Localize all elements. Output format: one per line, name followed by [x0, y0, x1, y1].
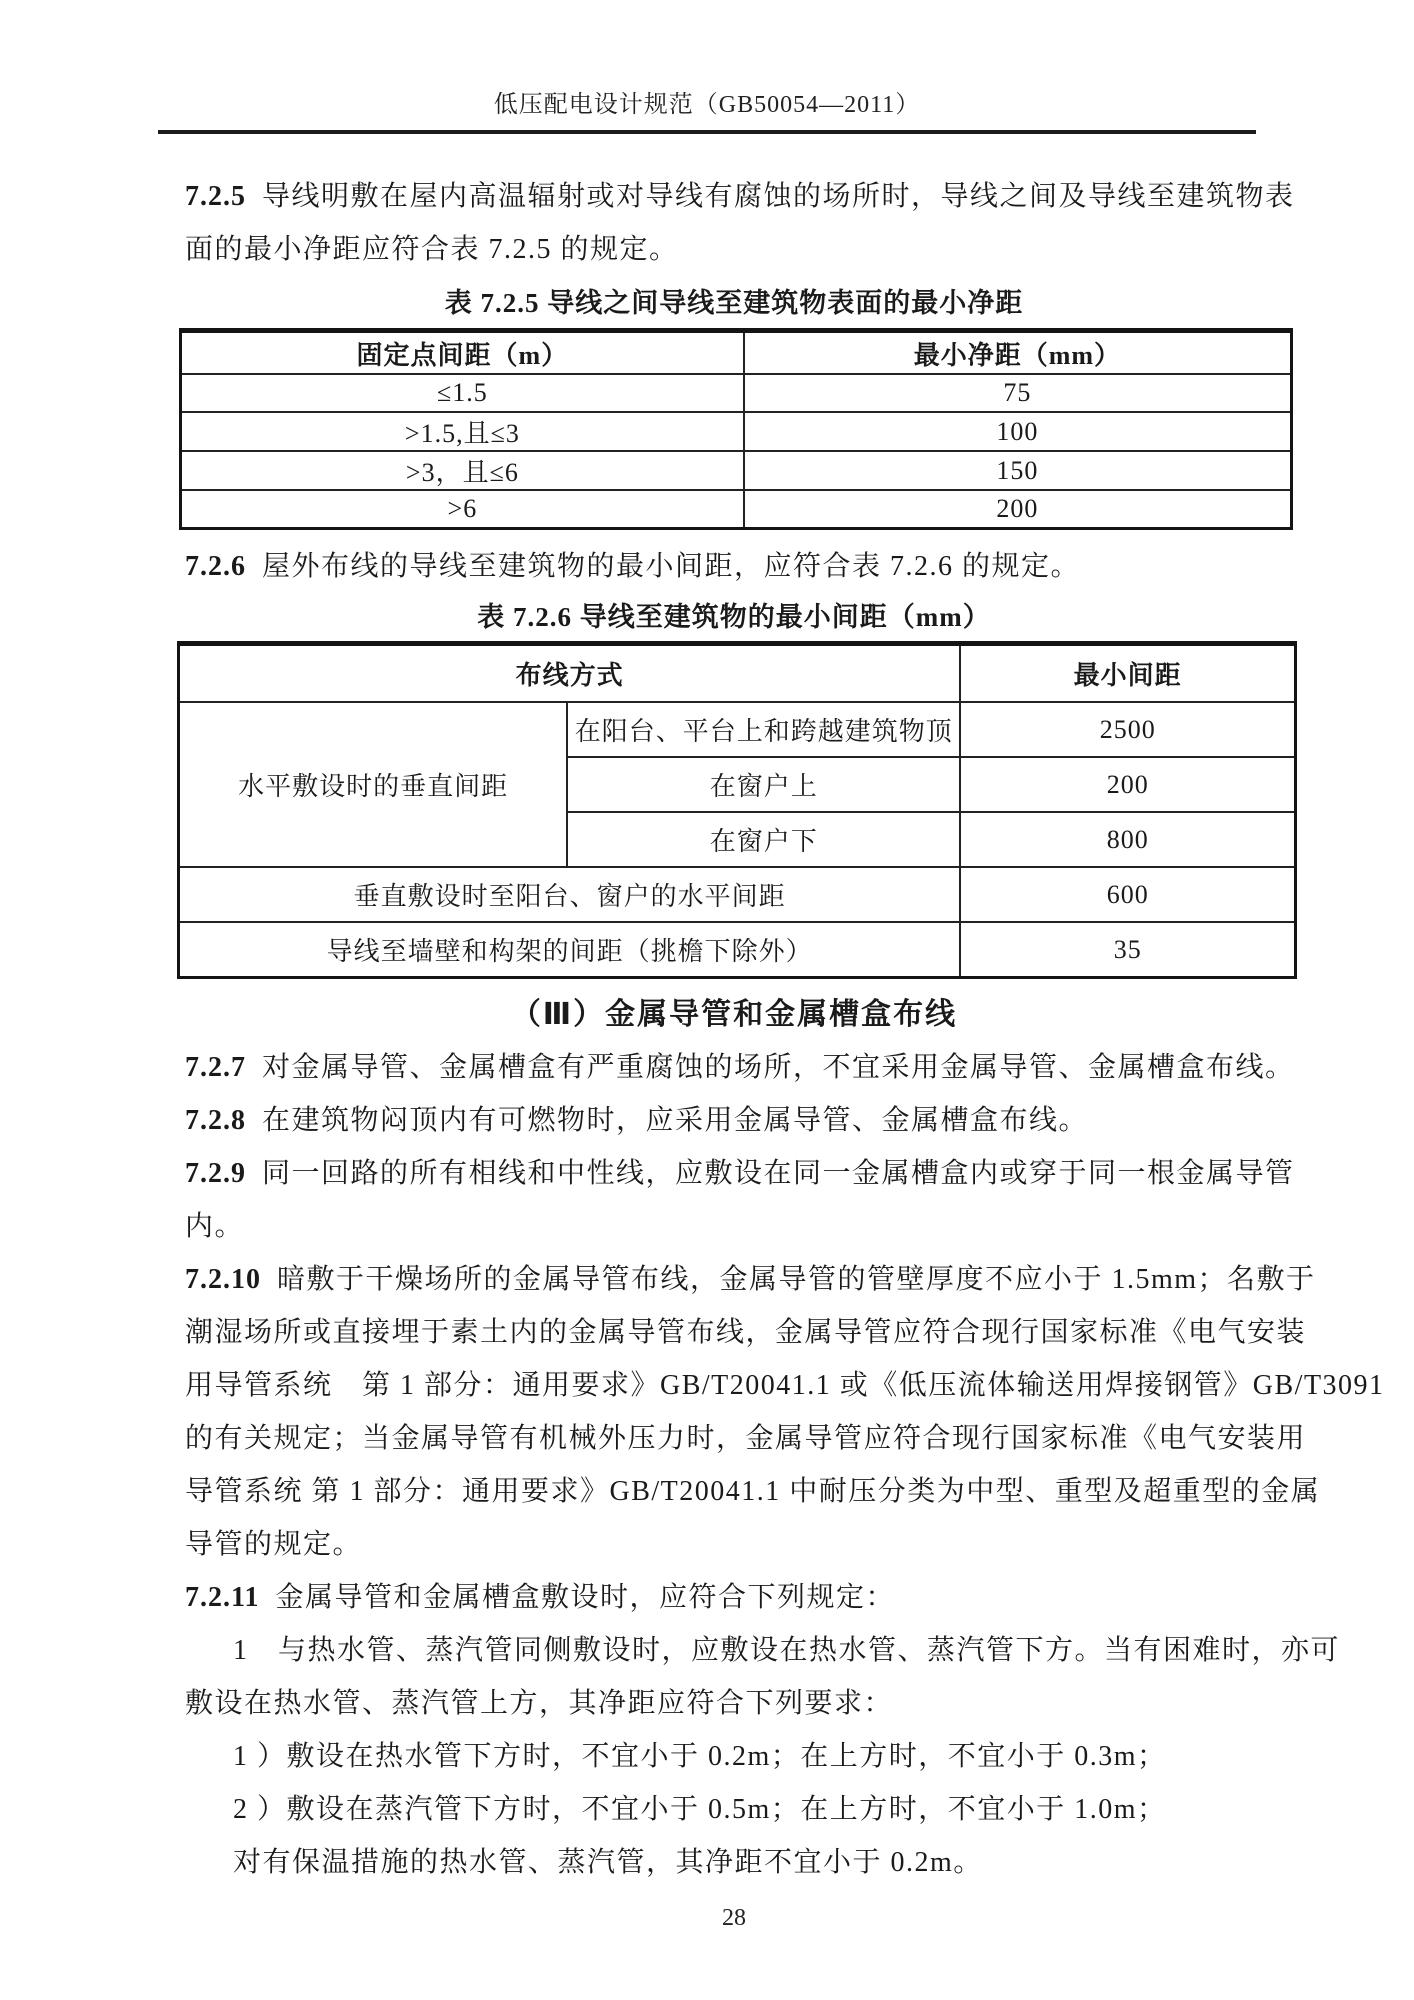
- table-header-row: [179, 644, 1296, 703]
- clause-7-2-10-line-5: 导管系统 第 1 部分：通用要求》GB/T20041.1 中耐压分类为中型、重型及超重型的金属: [185, 1476, 1321, 1507]
- table-cell: 在阳台、平台上和跨越建筑物顶: [567, 702, 960, 757]
- table-row: [181, 490, 1292, 529]
- table-row: [181, 374, 1292, 412]
- list-item-1b: 2 ）敷设在蒸汽管下方时，不宜小于 0.5m；在上方时，不宜小于 1.0m；: [233, 1794, 1167, 1825]
- clause-number: 7.2.5: [185, 181, 246, 212]
- clause-number: 7.2.8: [185, 1105, 246, 1136]
- document-header-title: 低压配电设计规范（GB50054—2011）: [493, 92, 921, 118]
- table-cell: >6: [181, 490, 744, 529]
- table-cell: 在窗户上: [567, 757, 960, 812]
- table-row: [179, 922, 1296, 978]
- clause-number: 7.2.9: [185, 1158, 246, 1189]
- table-7-2-6-title: 表 7.2.6 导线至建筑物的最小间距（mm）: [477, 602, 991, 632]
- clause-text: 在建筑物闷顶内有可燃物时，应采用金属导管、金属槽盒布线。: [262, 1105, 1089, 1136]
- table-7-2-5: [179, 328, 1293, 530]
- table-cell: 导线至墙壁和构架的间距（挑檐下除外）: [179, 922, 961, 978]
- table-7-2-5-title: 表 7.2.5 导线之间导线至建筑物表面的最小净距: [444, 288, 1024, 318]
- table-header-cell: 最小净距（mm）: [744, 331, 1292, 375]
- clause-7-2-5-line-1: [185, 170, 1295, 223]
- table-header-row: [181, 331, 1292, 375]
- clause-number: 7.2.11: [185, 1582, 260, 1613]
- clause-number: 7.2.7: [185, 1052, 246, 1083]
- clause-text: 屋外布线的导线至建筑物的最小间距，应符合表 7.2.6 的规定。: [262, 551, 1081, 582]
- table-row: [179, 867, 1296, 922]
- clause-7-2-11-line-1: [185, 1571, 1283, 1624]
- table-cell: 200: [960, 757, 1295, 812]
- clause-7-2-9-line-1: [185, 1147, 1295, 1200]
- clause-7-2-10-line-2: 潮湿场所或直接埋于素土内的金属导管布线，金属导管应符合现行国家标准《电气安装: [185, 1317, 1307, 1348]
- clause-7-2-9-line-2: 内。: [185, 1211, 245, 1242]
- table-cell: 200: [744, 490, 1292, 529]
- table-header-cell: 固定点间距（m）: [181, 331, 744, 375]
- clause-text: 金属导管和金属槽盒敷设时，应符合下列规定：: [275, 1582, 895, 1613]
- clause-number: 7.2.6: [185, 551, 246, 582]
- clause-text: 暗敷于干燥场所的金属导管布线，金属导管的管壁厚度不应小于 1.5mm；名敷于: [277, 1264, 1316, 1295]
- clause-7-2-10-line-4: 的有关规定；当金属导管有机械外压力时，金属导管应符合现行国家标准《电气安装用: [185, 1423, 1307, 1454]
- list-item-note: 对有保温措施的热水管、蒸汽管，其净距不宜小于 0.2m。: [233, 1847, 983, 1878]
- table-header-cell: 最小间距: [960, 644, 1295, 703]
- table-cell: 35: [960, 922, 1295, 978]
- clause-text: 对金属导管、金属槽盒有严重腐蚀的场所，不宜采用金属导管、金属槽盒布线。: [262, 1052, 1295, 1083]
- table-cell: 2500: [960, 702, 1295, 757]
- list-item-1-line-2: 敷设在热水管、蒸汽管上方，其净距应符合下列要求：: [185, 1688, 894, 1719]
- clause-7-2-7-line-1: [185, 1041, 1295, 1094]
- table-cell: >3，且≤6: [181, 451, 744, 490]
- table-row: [181, 412, 1292, 451]
- clause-text: 同一回路的所有相线和中性线，应敷设在同一金属槽盒内或穿于同一根金属导管: [262, 1158, 1295, 1189]
- table-row: [181, 451, 1292, 490]
- header-divider: [158, 130, 1256, 134]
- table-cell: 100: [744, 412, 1292, 451]
- clause-text: 导线明敷在屋内高温辐射或对导线有腐蚀的场所时，导线之间及导线至建筑物表: [262, 181, 1295, 212]
- clause-7-2-5-line-2: 面的最小净距应符合表 7.2.5 的规定。: [185, 234, 679, 265]
- table-header-cell: 布线方式: [179, 644, 961, 703]
- table-cell: 垂直敷设时至阳台、窗户的水平间距: [179, 867, 961, 922]
- list-item-1-line-1: 1 与热水管、蒸汽管同侧敷设时，应敷设在热水管、蒸汽管下方。当有困难时，亦可: [233, 1635, 1341, 1666]
- list-item-1a: 1 ）敷设在热水管下方时，不宜小于 0.2m；在上方时，不宜小于 0.3m；: [233, 1741, 1167, 1772]
- table-cell: ≤1.5: [181, 374, 744, 412]
- clause-7-2-10-line-1: [185, 1253, 1316, 1306]
- clause-7-2-10-line-6: 导管的规定。: [185, 1529, 363, 1560]
- table-cell: 800: [960, 812, 1295, 867]
- subsection-heading-metal-conduit: （Ⅲ）金属导管和金属槽盒布线: [510, 998, 958, 1031]
- table-cell: 在窗户下: [567, 812, 960, 867]
- table-7-2-6: [177, 641, 1297, 979]
- page-number: 28: [722, 1905, 746, 1931]
- clause-number: 7.2.10: [185, 1264, 261, 1295]
- page-content: [185, 170, 1385, 1933]
- table-group-label-cell: 水平敷设时的垂直间距: [179, 702, 568, 867]
- table-row: [179, 702, 1296, 757]
- clause-7-2-8-line-1: [185, 1094, 1283, 1147]
- table-cell: 75: [744, 374, 1292, 412]
- clause-7-2-6-line-1: [185, 540, 1283, 593]
- table-cell: 150: [744, 451, 1292, 490]
- table-cell: 600: [960, 867, 1295, 922]
- clause-7-2-10-line-3: 用导管系统 第 1 部分：通用要求》GB/T20041.1 或《低压流体输送用焊接钢管》GB/T3091: [185, 1370, 1385, 1401]
- table-cell: >1.5,且≤3: [181, 412, 744, 451]
